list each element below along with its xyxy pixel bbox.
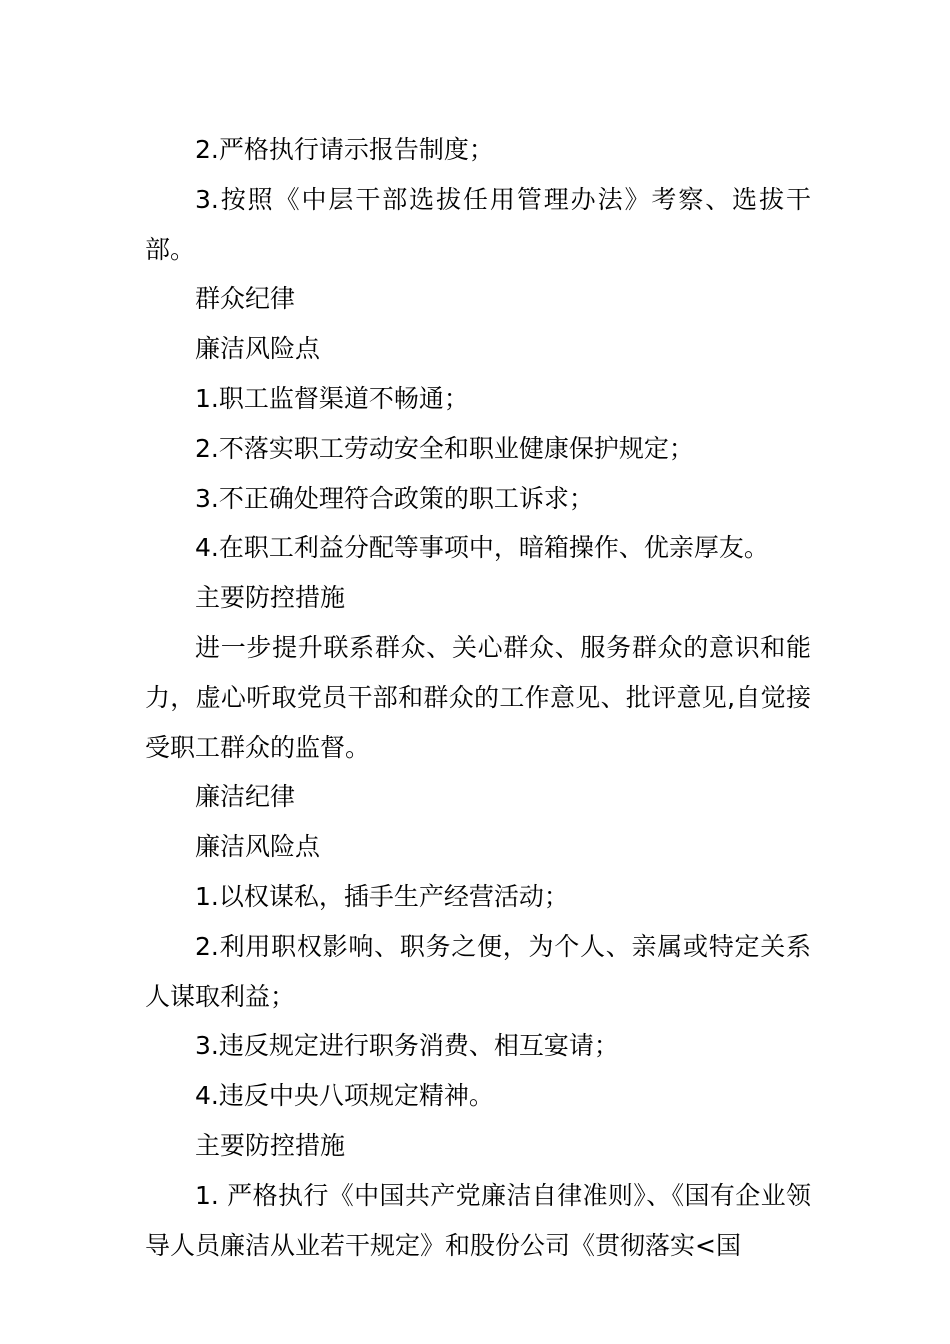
paragraph-risk-1-3: 3.不正确处理符合政策的职工诉求； [195,483,594,513]
paragraph-risk-1-4: 4.在职工利益分配等事项中，暗箱操作、优亲厚友。 [195,533,769,563]
paragraph-report-system: 2.严格执行请示报告制度； [195,135,494,164]
paragraph-risk-1-1: 1.职工监督渠道不畅通； [195,383,469,413]
heading-integrity-discipline: 廉洁纪律 [195,782,296,812]
paragraph-risk-1-2: 2.不落实职工劳动安全和职业健康保护规定； [195,433,694,463]
paragraph-risk-2-2: 2.利用职权影响、职务之便，为个人、亲属或特定关系人谋取利益； [145,931,811,1011]
paragraph-mass-measures: 进一步提升联系群众、关心群众、服务群众的意识和能力，虚心听取党员干部和群众的工作意见、批评意见,自觉接受职工群众的监督。 [145,632,811,762]
paragraph-risk-2-3: 3.违反规定进行职务消费、相互宴请； [195,1031,619,1061]
document-body [145,125,811,1270]
paragraph-risk-2-4: 4.违反中央八项规定精神。 [195,1081,494,1111]
paragraph-integrity-measures: 1. 严格执行《中国共产党廉洁自律准则》、《国有企业领导人员廉洁从业若干规定》和股份公司《贯彻落实<国 [145,1180,811,1260]
heading-control-measures-1: 主要防控措施 [195,583,346,613]
paragraph-cadre-selection: 3.按照《中层干部选拔任用管理办法》考察、选拔干部。 [145,184,811,264]
paragraph-risk-2-1: 1.以权谋私，插手生产经营活动； [195,881,569,911]
heading-risk-points-1: 廉洁风险点 [195,334,321,364]
heading-control-measures-2: 主要防控措施 [195,1130,346,1160]
heading-mass-discipline: 群众纪律 [195,284,296,314]
heading-risk-points-2: 廉洁风险点 [195,832,321,862]
